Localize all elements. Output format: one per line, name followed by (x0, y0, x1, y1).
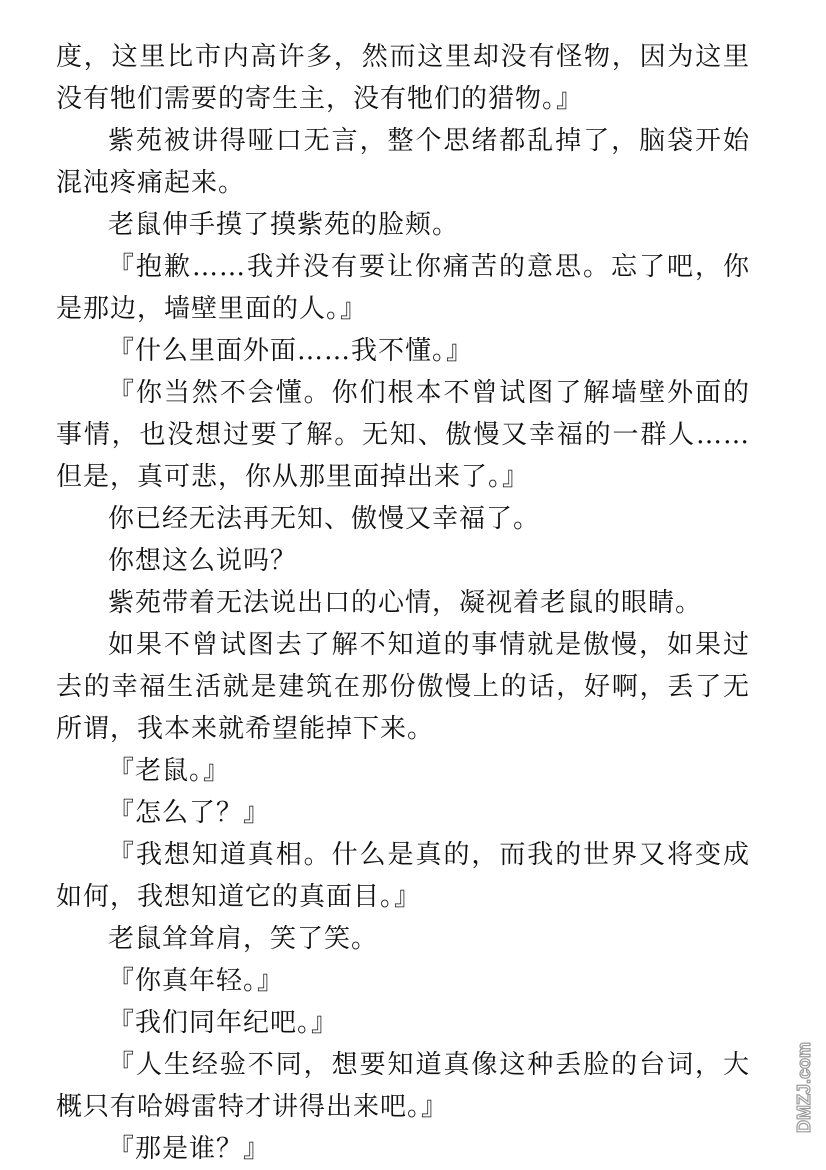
paragraph: 如果不曾试图去了解不知道的事情就是傲慢，如果过去的幸福生活就是建筑在那份傲慢上的话，好啊，丢了无所谓，我本来就希望能掉下来。 (56, 630, 750, 744)
paragraph: 紫苑带着无法说出口的心情，凝视着老鼠的眼睛。 (108, 588, 703, 618)
paragraph: 『什么里面外面……我不懂。』 (108, 336, 474, 366)
paragraph: 『那是谁？』 (108, 1134, 271, 1164)
paragraph: 度，这里比市内高许多，然而这里却没有怪物，因为这里没有牠们需要的寄生主，没有牠们的猎物。』 (56, 42, 750, 114)
paragraph: 『我们同年纪吧。』 (108, 1008, 339, 1038)
paragraph: 『老鼠。』 (108, 756, 231, 786)
paragraph: 『人生经验不同，想要知道真像这种丢脸的台词，大概只有哈姆雷特才讲得出来吧。』 (56, 1050, 750, 1122)
paragraph: 『怎么了？』 (108, 798, 271, 828)
paragraph: 紫苑被讲得哑口无言，整个思绪都乱掉了，脑袋开始混沌疼痛起来。 (56, 126, 750, 198)
paragraph: 『抱歉……我并没有要让你痛苦的意思。忘了吧，你是那边，墙壁里面的人。』 (56, 252, 750, 324)
paragraph: 你已经无法再无知、傲慢又幸福了。 (108, 504, 541, 534)
paragraph: 你想这么说吗？ (108, 546, 298, 576)
paragraph: 老鼠耸耸肩，笑了笑。 (108, 924, 379, 954)
paragraph: 老鼠伸手摸了摸紫苑的脸颊。 (108, 210, 460, 240)
paragraph: 『我想知道真相。什么是真的，而我的世界又将变成如何，我想知道它的真面目。』 (56, 840, 750, 912)
watermark-text: DMZJ.com (794, 1041, 814, 1133)
paragraph: 『你真年轻。』 (108, 966, 285, 996)
dmzj-logo-icon (790, 1025, 818, 1137)
paragraph: 『你当然不会懂。你们根本不曾试图了解墙壁外面的事情，也没想过要了解。无知、傲慢又幸福的一群人……但是，真可悲，你从那里面掉出来了。』 (56, 378, 750, 492)
page-text (56, 36, 750, 1170)
